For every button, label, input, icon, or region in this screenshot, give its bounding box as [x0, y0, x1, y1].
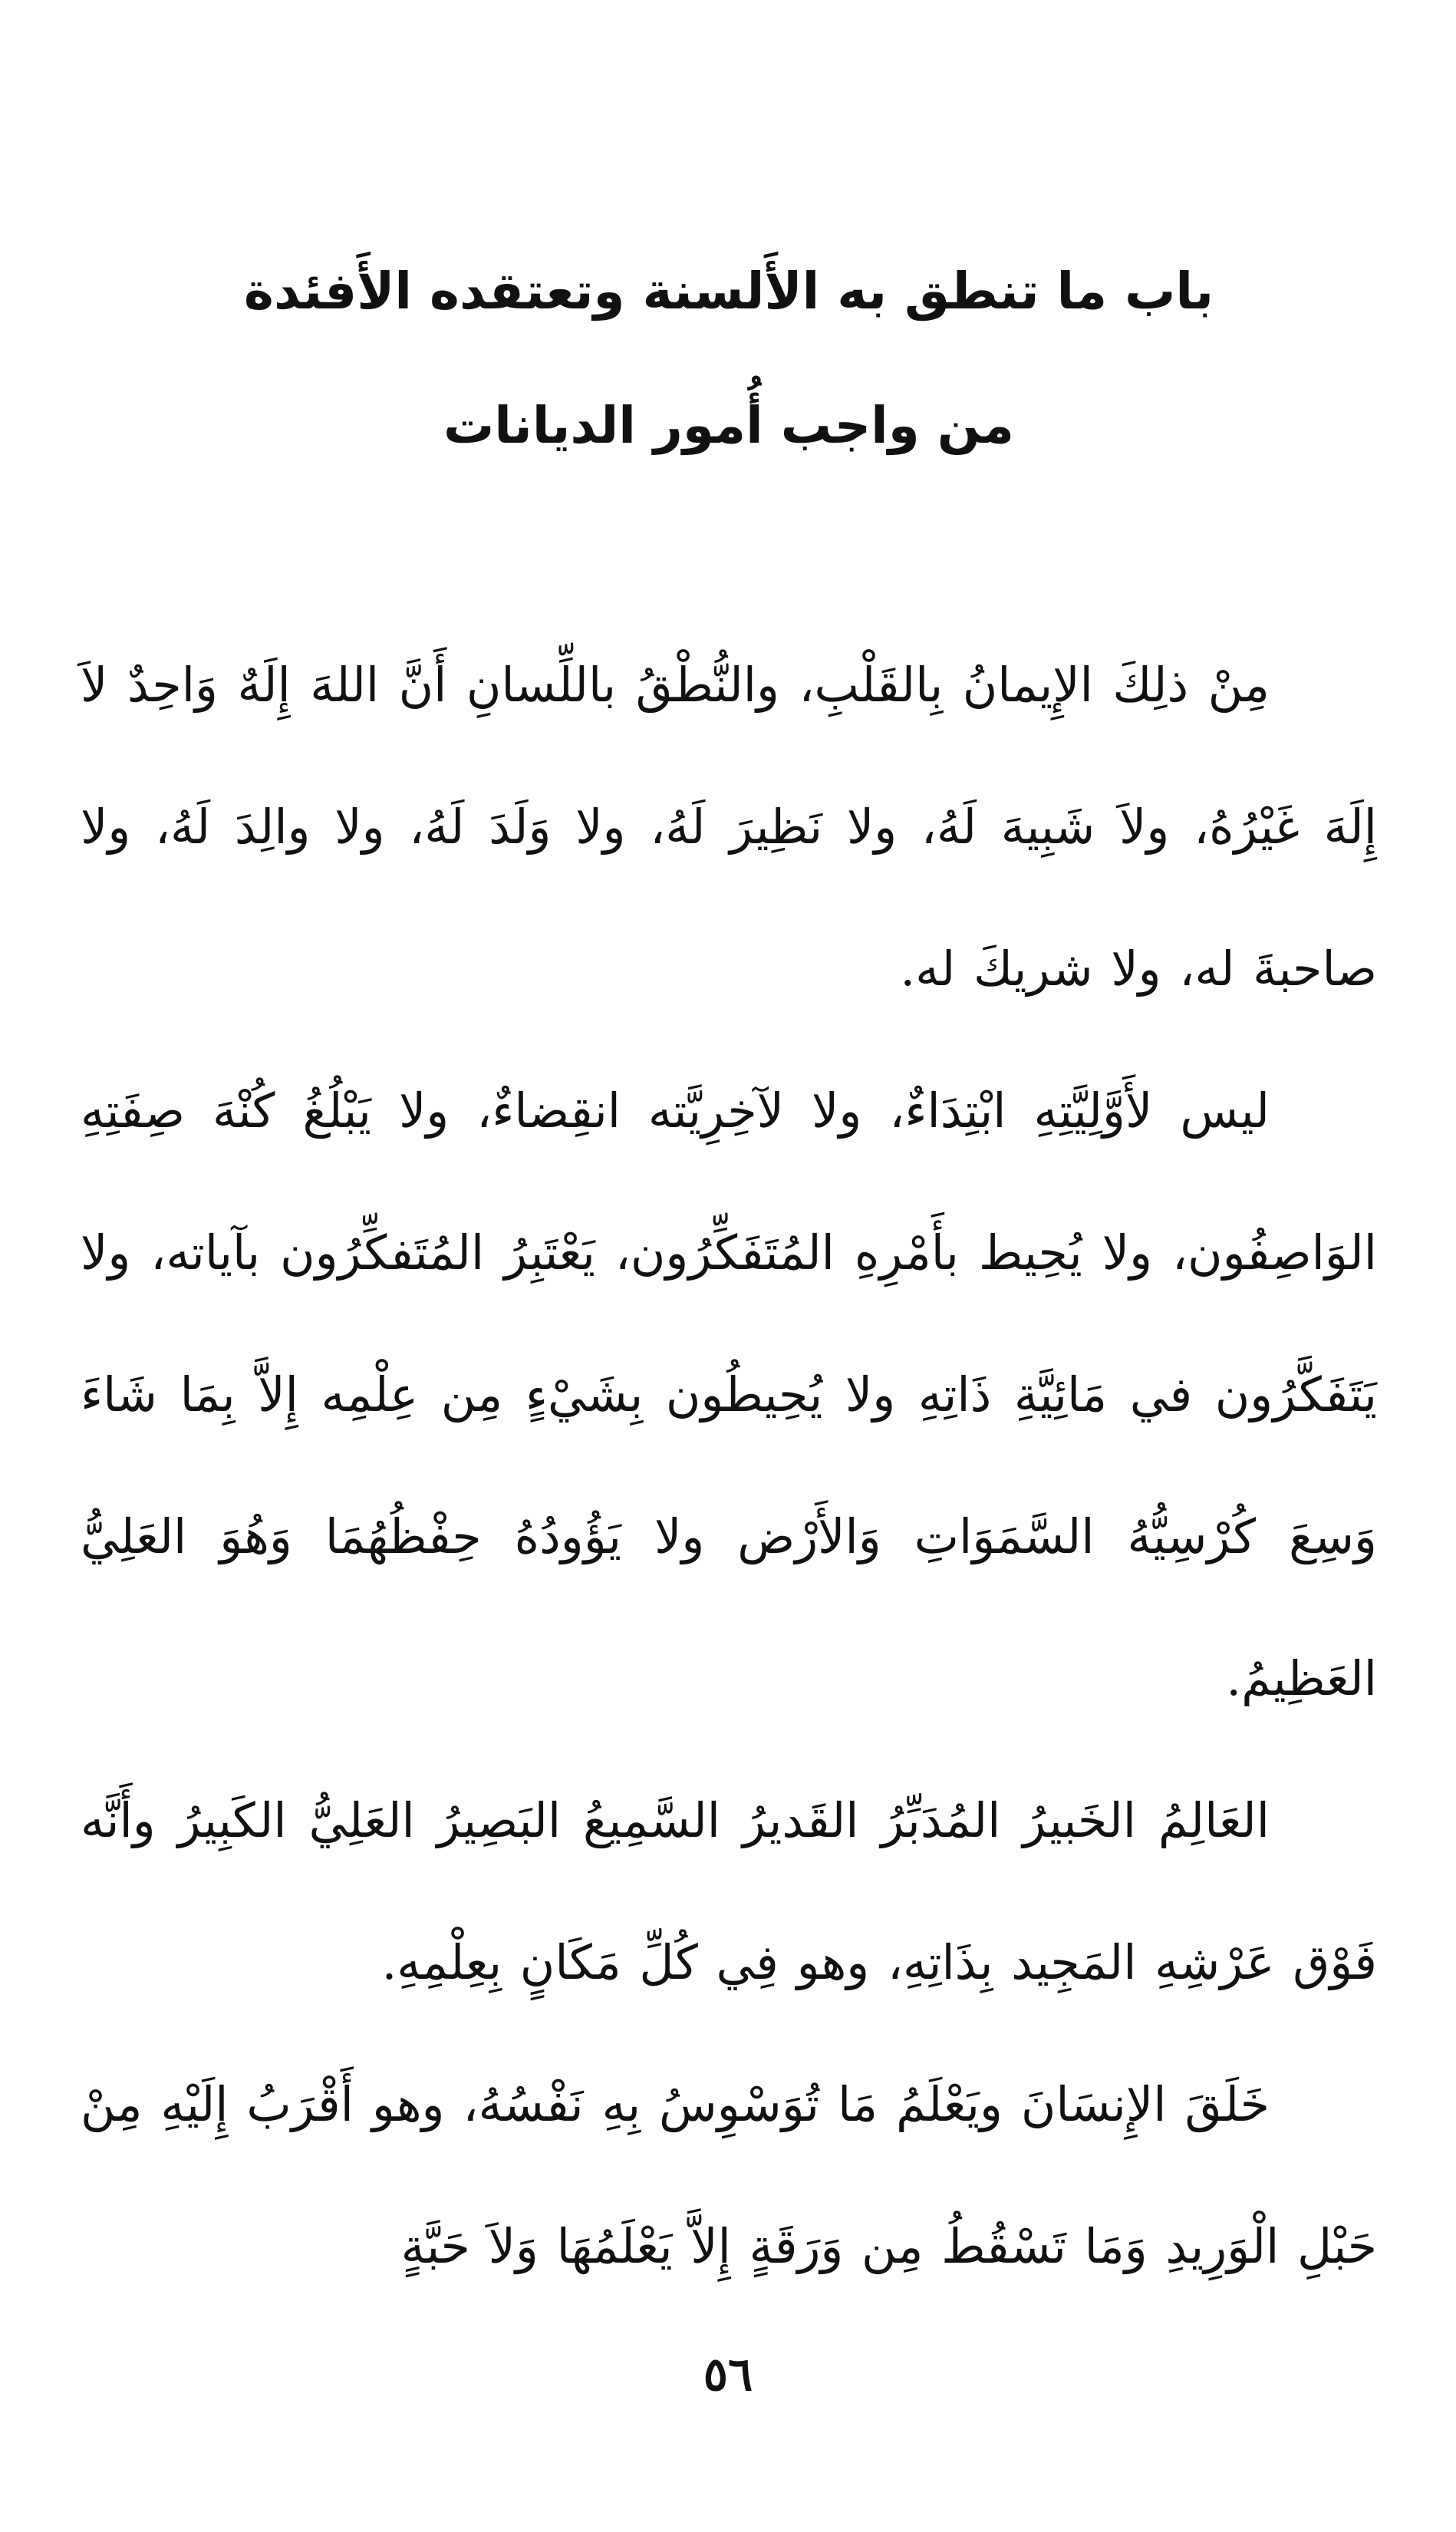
chapter-title-line-2: من واجب أُمور الديانات — [443, 396, 1015, 455]
page-number: ٥٦ — [703, 2348, 753, 2402]
paragraph: خَلَقَ الإِنسَانَ ويَعْلَمُ مَا تُوَسْوِسُ بِهِ نَفْسُهُ، وهو أَقْرَبُ إِلَيْهِ مِنْ حَبْلِ الْوَرِيدِ وَمَا تَسْقُطُ مِن وَرَقَةٍ إِلاَّ يَعْلَمُهَا وَلاَ حَبَّةٍ — [81, 2076, 1377, 2274]
chapter-title-line-1: باب ما تنطق به الأَلسنة وتعتقده الأَفئدة — [244, 262, 1214, 321]
paragraph: مِنْ ذلِكَ الإِيمانُ بِالقَلْبِ، والنُّطْقُ باللِّسانِ أَنَّ اللهَ إِلَهٌ وَاحِدٌ لاَ إِلَهَ غَيْرُهُ، ولاَ شَبِيهَ لَهُ، ولا نَظِيرَ لَهُ، ولا وَلَدَ لَهُ، ولا والِدَ لَهُ، ولا صاحبةَ له، ولا شريكَ له. — [81, 657, 1377, 997]
paragraph: ليس لأَوَّلِيَّتِهِ ابْتِدَاءٌ، ولا لآخِرِيَّته انقِضاءٌ، ولا يَبْلُغُ كُنْهَ صِفَتِهِ الوَاصِفُون، ولا يُحِيط بأَمْرِهِ المُتَفَكِّرُون، يَعْتَبِرُ المُتَفكِّرُون بآياته، ولا يَتَفَكَّرُون في مَائِيَّةِ ذَاتِهِ ولا يُحِيطُون بِشَيْءٍ مِن عِلْمِه إِلاَّ بِمَا شَاءَ وَسِعَ كُرْسِيُّهُ السَّمَوَاتِ وَالأَرْض ولا يَؤُودُهُ حِفْظُهُمَا وَهُوَ العَلِيُّ العَظِيمُ. — [81, 1083, 1377, 1706]
body-text — [81, 614, 1377, 2317]
paragraph: العَالِمُ الخَبيرُ المُدَبِّرُ القَديرُ السَّمِيعُ البَصِيرُ العَلِيُّ الكَبِيرُ وأَنَّه فَوْق عَرْشِهِ المَجِيد بِذَاتِهِ، وهو فِي كُلِّ مَكَانٍ بِعِلْمِهِ. — [81, 1792, 1377, 1990]
